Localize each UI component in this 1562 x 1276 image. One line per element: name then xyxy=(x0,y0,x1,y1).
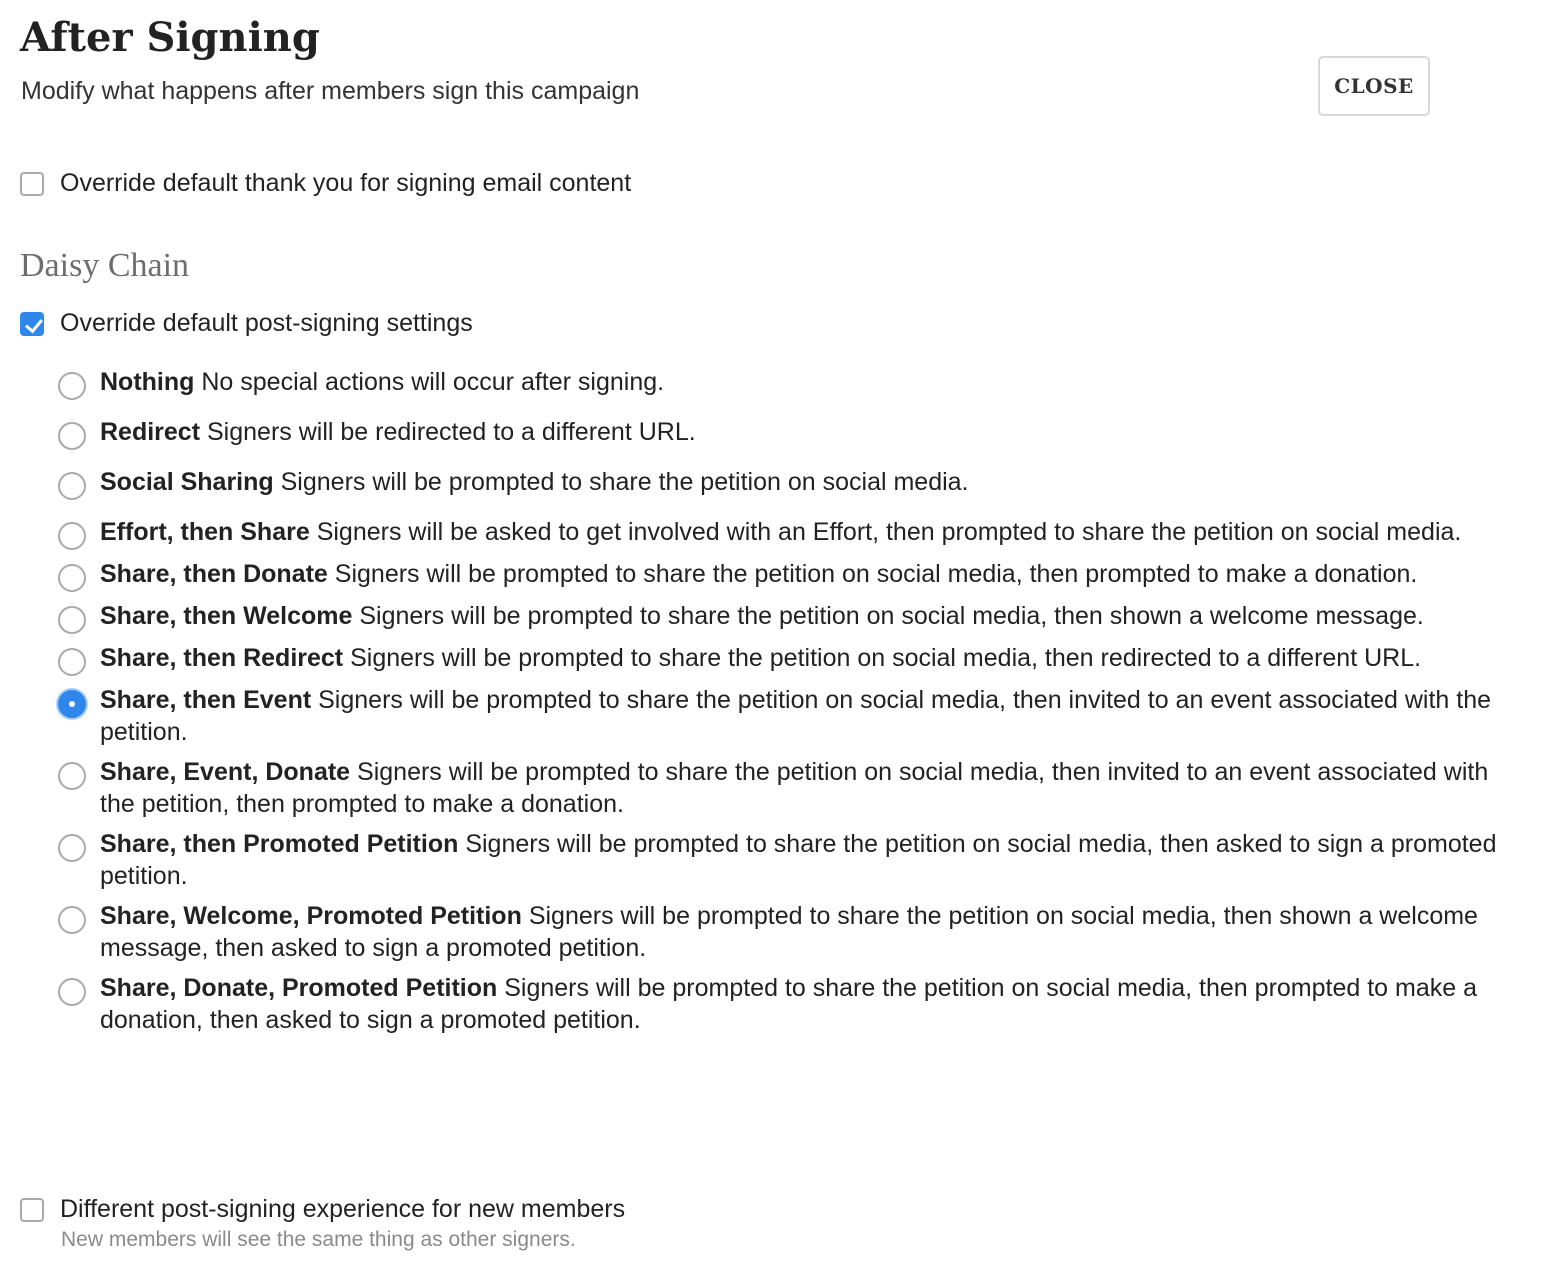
new-members-row[interactable] xyxy=(20,1192,625,1226)
radio-button[interactable] xyxy=(58,606,86,634)
radio-option-share-then-event[interactable] xyxy=(58,684,1518,748)
radio-button[interactable] xyxy=(58,648,86,676)
radio-option-share-then-promoted-petition[interactable] xyxy=(58,828,1518,892)
radio-option-text[interactable] xyxy=(100,684,1518,748)
radio-option-description: Signers will be prompted to share the petition on social media, then invited to an event associated with the petition, then prompted to make a donation. xyxy=(100,758,1489,818)
post-signing-override-row[interactable] xyxy=(20,306,473,340)
thank-you-override-checkbox[interactable] xyxy=(20,172,44,196)
radio-button[interactable] xyxy=(58,690,86,718)
radio-option-title: Share, then Event xyxy=(100,686,312,714)
radio-option-description: Signers will be redirected to a different URL. xyxy=(207,418,696,446)
radio-option-description: Signers will be prompted to share the petition on social media. xyxy=(280,468,969,496)
radio-option-description: Signers will be asked to get involved with an Effort, then prompted to share the petition on social media. xyxy=(316,518,1462,546)
radio-option-description: Signers will be prompted to share the petition on social media, then invited to an event associated with the petition. xyxy=(100,686,1492,746)
radio-option-share-welcome-promoted-petition[interactable] xyxy=(58,900,1518,964)
page-subtitle: Modify what happens after members sign this campaign xyxy=(21,77,640,105)
radio-option-text[interactable] xyxy=(100,972,1518,1036)
radio-option-title: Share, Event, Donate xyxy=(100,758,351,786)
radio-option-text[interactable] xyxy=(100,516,1461,548)
radio-option-text[interactable] xyxy=(100,416,696,448)
radio-option-effort-then-share[interactable] xyxy=(58,516,1518,550)
thank-you-override-row[interactable] xyxy=(20,166,631,200)
radio-option-text[interactable] xyxy=(100,366,664,398)
radio-option-description: Signers will be prompted to share the petition on social media, then prompted to make a donation. xyxy=(334,560,1418,588)
radio-option-share-event-donate[interactable] xyxy=(58,756,1518,820)
thank-you-override-label[interactable]: Override default thank you for signing email content xyxy=(60,169,632,197)
radio-option-share-donate-promoted-petition[interactable] xyxy=(58,972,1518,1036)
radio-option-share-then-welcome[interactable] xyxy=(58,600,1518,634)
radio-option-title: Effort, then Share xyxy=(100,518,310,546)
radio-button[interactable] xyxy=(58,372,86,400)
radio-option-description: Signers will be prompted to share the petition on social media, then prompted to make a donation, then asked to sign a promoted petition. xyxy=(100,974,1478,1034)
radio-option-description: Signers will be prompted to share the petition on social media, then redirected to a different URL. xyxy=(350,644,1422,672)
radio-button[interactable] xyxy=(58,472,86,500)
radio-option-text[interactable] xyxy=(100,558,1417,590)
radio-button[interactable] xyxy=(58,422,86,450)
radio-option-redirect[interactable] xyxy=(58,416,1518,458)
new-members-help-text: New members will see the same thing as other signers. xyxy=(61,1228,576,1251)
radio-option-title: Share, then Welcome xyxy=(100,602,353,630)
radio-option-text[interactable] xyxy=(100,600,1424,632)
radio-option-text[interactable] xyxy=(100,900,1518,964)
radio-option-title: Share, then Redirect xyxy=(100,644,344,672)
radio-button[interactable] xyxy=(58,564,86,592)
new-members-label[interactable]: Different post-signing experience for new members xyxy=(60,1195,626,1223)
radio-option-description: Signers will be prompted to share the petition on social media, then shown a welcome message. xyxy=(359,602,1424,630)
radio-option-title: Nothing xyxy=(100,368,195,396)
radio-option-share-then-redirect[interactable] xyxy=(58,642,1518,676)
radio-option-title: Redirect xyxy=(100,418,201,446)
post-signing-override-checkbox[interactable] xyxy=(20,312,44,336)
radio-option-title: Share, then Donate xyxy=(100,560,328,588)
radio-button[interactable] xyxy=(58,522,86,550)
radio-option-text[interactable] xyxy=(100,828,1518,892)
daisy-chain-heading: Daisy Chain xyxy=(20,247,190,284)
radio-option-text[interactable] xyxy=(100,466,969,498)
new-members-checkbox[interactable] xyxy=(20,1198,44,1222)
radio-button[interactable] xyxy=(58,834,86,862)
radio-option-title: Share, then Promoted Petition xyxy=(100,830,459,858)
radio-option-social-sharing[interactable] xyxy=(58,466,1518,508)
radio-option-text[interactable] xyxy=(100,756,1518,820)
radio-button[interactable] xyxy=(58,978,86,1006)
radio-option-text[interactable] xyxy=(100,642,1421,674)
radio-option-description: Signers will be prompted to share the petition on social media, then shown a welcome message, then asked to sign a promoted petition. xyxy=(100,902,1478,962)
radio-option-description: Signers will be prompted to share the petition on social media, then asked to sign a promoted petition. xyxy=(100,830,1497,890)
radio-button[interactable] xyxy=(58,762,86,790)
radio-option-share-then-donate[interactable] xyxy=(58,558,1518,592)
radio-option-title: Share, Donate, Promoted Petition xyxy=(100,974,498,1002)
radio-option-description: No special actions will occur after signing. xyxy=(201,368,665,396)
post-signing-options xyxy=(58,366,1518,1044)
radio-option-nothing[interactable] xyxy=(58,366,1518,408)
radio-button[interactable] xyxy=(58,906,86,934)
radio-option-title: Share, Welcome, Promoted Petition xyxy=(100,902,522,930)
post-signing-override-label[interactable]: Override default post-signing settings xyxy=(60,309,473,337)
close-button[interactable]: CLOSE xyxy=(1318,56,1430,116)
radio-option-title: Social Sharing xyxy=(100,468,274,496)
page-title: After Signing xyxy=(20,14,320,61)
